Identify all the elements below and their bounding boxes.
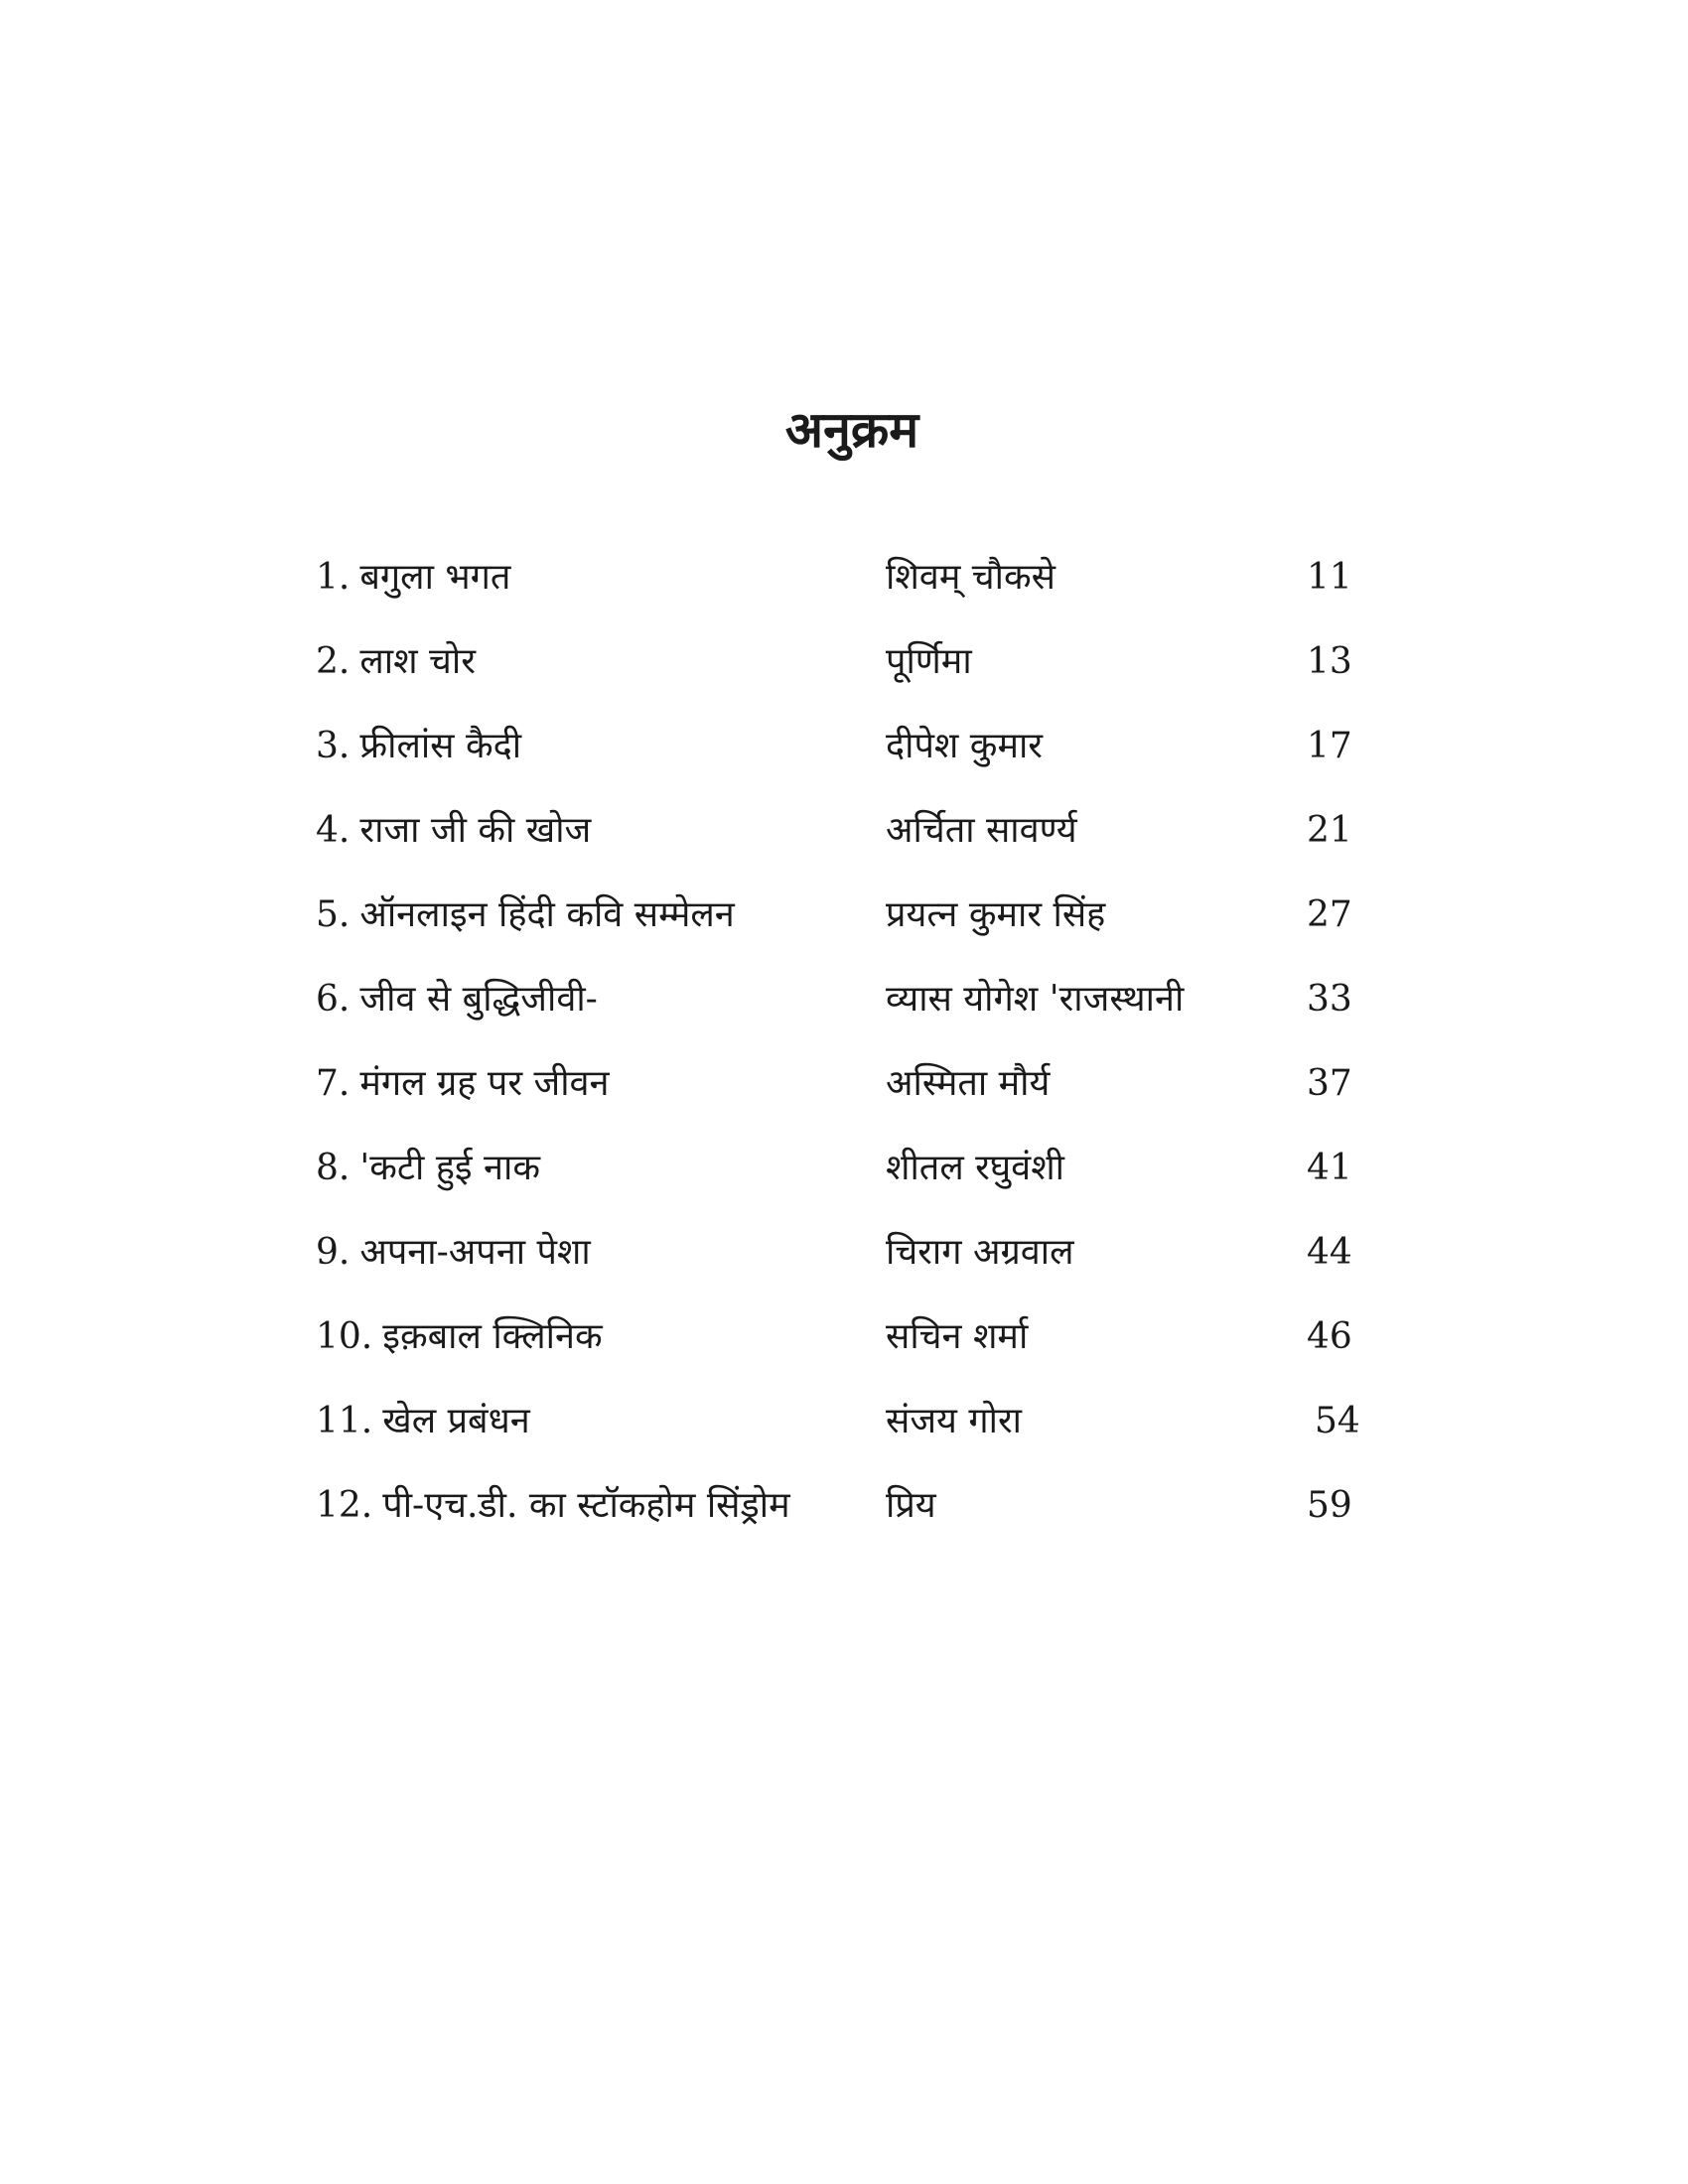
toc-entry-title-text: बगुला भगत	[359, 557, 511, 598]
toc-entry-number: 7.	[316, 1063, 351, 1104]
toc-entry-page: 44	[1307, 1232, 1352, 1273]
toc-entry-page: 54	[1315, 1401, 1360, 1441]
toc-entry-title	[316, 548, 510, 608]
toc-entry-author: दीपेश कुमार	[886, 726, 1044, 766]
toc-entry-page: 37	[1307, 1063, 1352, 1104]
toc-entry-page: 33	[1307, 979, 1352, 1020]
toc-entry-title-text: लाश चोर	[359, 641, 476, 682]
toc-entry	[316, 1223, 1388, 1307]
toc-entry-number: 9.	[316, 1232, 351, 1273]
toc-entry-author: सचिन शर्मा	[886, 1316, 1029, 1357]
toc-entry-title	[316, 1392, 530, 1451]
toc-entry-title-text: जीव से बुद्धिजीवी-	[359, 979, 598, 1020]
toc-entry-title-text: इक़बाल क्लिनिक	[382, 1316, 603, 1357]
page-title: अनुक्रम	[784, 400, 919, 459]
toc-entry-title	[316, 1139, 540, 1198]
toc-entry-page: 27	[1307, 894, 1352, 935]
toc-entry-title	[316, 801, 591, 861]
toc-entry-author: अस्मिता मौर्य	[886, 1063, 1051, 1104]
toc-entry	[316, 1054, 1388, 1139]
toc-entry-author: संजय गोरा	[886, 1401, 1023, 1441]
toc-entry-author: व्यास योगेश 'राजस्थानी	[886, 979, 1185, 1020]
toc-entry-number: 3.	[316, 726, 351, 766]
toc-entry-author: प्रिय	[886, 1485, 936, 1526]
toc-entry	[316, 801, 1388, 886]
toc-entry-title	[316, 632, 476, 692]
toc-entry	[316, 1307, 1388, 1392]
toc-entry-number: 12.	[316, 1485, 373, 1526]
toc-entry	[316, 717, 1388, 801]
toc-entry	[316, 548, 1388, 632]
toc-entry-page: 17	[1307, 726, 1352, 766]
toc-entry-title-text: 'कटी हुई नाक	[359, 1148, 541, 1188]
toc-entry-number: 10.	[316, 1316, 373, 1357]
toc-entry-number: 1.	[316, 557, 351, 598]
toc-entry-title	[316, 717, 521, 776]
toc-list	[316, 548, 1388, 1561]
toc-entry-author: शिवम् चौकसे	[886, 557, 1055, 598]
toc-entry-title	[316, 1223, 591, 1283]
toc-entry-page: 21	[1307, 810, 1352, 851]
toc-entry-number: 4.	[316, 810, 351, 851]
toc-entry-page: 13	[1307, 641, 1352, 682]
toc-entry-page: 46	[1307, 1316, 1352, 1357]
toc-entry-title-text: फ्रीलांस कैदी	[359, 726, 522, 766]
toc-entry-number: 11.	[316, 1401, 373, 1441]
toc-entry-number: 2.	[316, 641, 351, 682]
toc-entry	[316, 886, 1388, 970]
toc-entry-title	[316, 1476, 790, 1536]
toc-entry-title	[316, 1307, 603, 1367]
toc-entry-title-text: खेल प्रबंधन	[382, 1401, 530, 1441]
toc-entry-title	[316, 970, 598, 1029]
toc-entry-author: शीतल रघुवंशी	[886, 1148, 1064, 1188]
toc-entry-author: प्रयत्न कुमार सिंह	[886, 894, 1106, 935]
toc-entry-title-text: राजा जी की खोज	[359, 810, 592, 851]
toc-entry-page: 59	[1307, 1485, 1352, 1526]
toc-entry-title-text: ऑनलाइन हिंदी कवि सम्मेलन	[359, 894, 735, 935]
toc-entry	[316, 1139, 1388, 1223]
toc-entry-title-text: मंगल ग्रह पर जीवन	[359, 1063, 610, 1104]
toc-entry-number: 6.	[316, 979, 351, 1020]
toc-entry-number: 5.	[316, 894, 351, 935]
toc-entry	[316, 970, 1388, 1054]
toc-entry-author: पूर्णिमा	[886, 641, 972, 682]
toc-entry-number: 8.	[316, 1148, 351, 1188]
toc-entry-title-text: पी-एच.डी. का स्टॉकहोम सिंड्रोम	[382, 1485, 790, 1526]
toc-entry	[316, 632, 1388, 717]
toc-entry-page: 11	[1307, 557, 1352, 598]
toc-entry	[316, 1476, 1388, 1561]
toc-entry-title	[316, 1054, 610, 1114]
toc-entry-author: अर्चिता सावर्ण्य	[886, 810, 1077, 851]
toc-entry-title	[316, 886, 735, 945]
toc-entry-title-text: अपना-अपना पेशा	[359, 1232, 591, 1273]
toc-entry	[316, 1392, 1388, 1476]
toc-entry-author: चिराग अग्रवाल	[886, 1232, 1074, 1273]
toc-entry-page: 41	[1307, 1148, 1352, 1188]
